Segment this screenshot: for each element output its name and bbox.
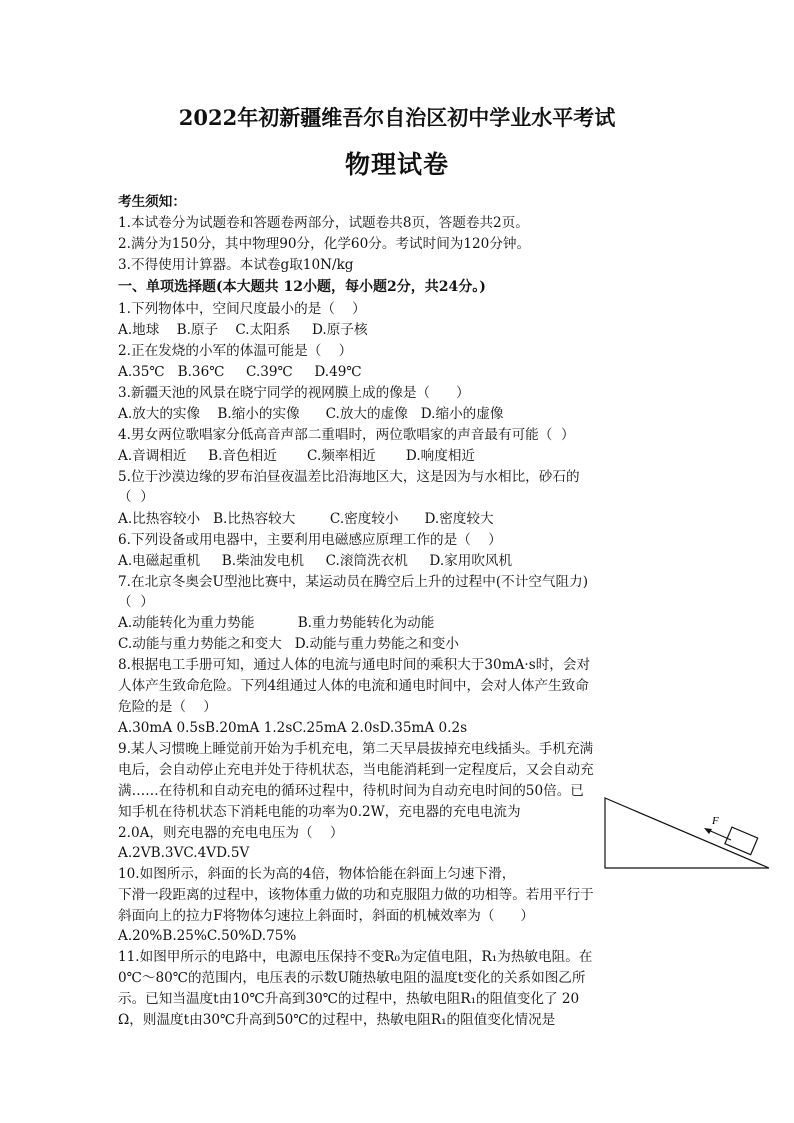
question-line: 人体产生致命危险。下列4组通过人体的电流和通电时间中，会对人体产生致命 bbox=[118, 678, 589, 694]
arrowhead-icon bbox=[704, 828, 712, 834]
incline-figure bbox=[603, 796, 773, 871]
question-line: 10.如图所示，斜面的长为高的4倍，物体恰能在斜面上匀速下滑， bbox=[118, 866, 516, 882]
question-line: 知手机在待机状态下消耗电能的功率为0.2W，充电器的充电电流为 bbox=[118, 804, 521, 820]
option-line: A.比热容较小 B.比热容较大 C.密度较小 D.密度较大 bbox=[118, 511, 494, 527]
option-line: A.20%B.25%C.50%D.75% bbox=[118, 928, 297, 944]
exam-subtitle: 物理试卷 bbox=[344, 150, 449, 179]
option-line: A.30mA 0.5sB.20mA 1.2sC.25mA 2.0sD.35mA 0.2s bbox=[118, 720, 468, 736]
option-line: A.地球 B.原子 C.太阳系 D.原子核 bbox=[118, 322, 368, 338]
block-on-incline bbox=[725, 827, 758, 855]
option-line: A.35℃ B.36℃ C.39℃ D.49℃ bbox=[118, 364, 362, 380]
question-line: 示。已知当温度t由10℃升高到30℃的过程中，热敏电阻R₁的阻值变化了 20 bbox=[118, 991, 580, 1007]
question-line: 11.如图甲所示的电路中，电源电压保持不变R₀为定值电阻，R₁为热敏电阻。在 bbox=[118, 949, 593, 965]
question-line: 2.正在发烧的小军的体温可能是（ ） bbox=[118, 343, 353, 359]
question-line: 2.0A，则充电器的充电电压为（ ） bbox=[118, 825, 344, 841]
question-line: 8.根据电工手册可知，通过人体的电流与通电时间的乘积大于30mA·s时，会对 bbox=[118, 657, 591, 673]
question-line: 0℃～80℃的范围内，电压表的示数U随热敏电阻的温度t变化的关系如图乙所 bbox=[118, 970, 586, 986]
question-line: 3.新疆天池的风景在晓宁同学的视网膜上成的像是（ ） bbox=[118, 385, 470, 401]
question-line: 1.下列物体中，空间尺度最小的是（ ） bbox=[118, 301, 366, 317]
notice-item: 1.本试卷分为试题卷和答题卷两部分，试题卷共8页，答题卷共2页。 bbox=[118, 215, 529, 231]
question-line: 7.在北京冬奥会U型池比赛中，某运动员在腾空后上升的过程中(不计空气阻力) bbox=[118, 574, 589, 590]
question-line: 4.男女两位歌唱家分低高音声部二重唱时，两位歌唱家的声音最有可能（ ） bbox=[118, 427, 575, 443]
exam-title: 2022年初新疆维吾尔自治区初中学业水平考试 bbox=[178, 105, 616, 130]
question-line: 斜面向上的拉力F将物体匀速拉上斜面时，斜面的机械效率为（ ） bbox=[118, 908, 534, 924]
question-line: （ ） bbox=[118, 489, 154, 505]
notice-item: 2.满分为150分，其中物理90分，化学60分。考试时间为120分钟。 bbox=[118, 236, 531, 252]
question-line: 电后，会自动停止充电并处于待机状态，当电能消耗到一定程度后，又会自动充 bbox=[118, 762, 594, 778]
question-line: 5.位于沙漠边缘的罗布泊昼夜温差比沿海地区大，这是因为与水相比，砂石的 bbox=[118, 469, 580, 485]
option-line: C.动能与重力势能之和变大 D.动能与重力势能之和变小 bbox=[118, 636, 459, 652]
option-line: A.放大的实像 B.缩小的实像 C.放大的虚像 D.缩小的虚像 bbox=[118, 406, 504, 422]
option-line: A.电磁起重机 B.柴油发电机 C.滚筒洗衣机 D.家用吹风机 bbox=[118, 553, 513, 569]
force-label: F bbox=[712, 815, 719, 827]
option-line: A.动能转化为重力势能 B.重力势能转化为动能 bbox=[118, 615, 435, 631]
option-line: A.音调相近 B.音色相近 C.频率相近 D.响度相近 bbox=[118, 448, 476, 464]
notice-heading: 考生须知： bbox=[118, 194, 186, 210]
question-line: 满……在待机和自动充电的循环过程中，待机时间为自动充电时间的50倍。已 bbox=[118, 783, 584, 799]
question-line: 9.某人习惯晚上睡觉前开始为手机充电，第二天早晨拔掉充电线插头。手机充满 bbox=[118, 741, 594, 757]
question-line: 6.下列设备或用电器中，主要利用电磁感应原理工作的是（ ） bbox=[118, 532, 502, 548]
question-line: 危险的是（ ） bbox=[118, 699, 217, 715]
question-line: 下滑一段距离的过程中，该物体重力做的功和克服阻力做的功相等。若用平行于 bbox=[118, 887, 594, 903]
question-line: （ ） bbox=[118, 594, 154, 610]
notice-item: 3.不得使用计算器。本试卷g取10N/kg bbox=[118, 257, 354, 273]
option-line: A.2VB.3VC.4VD.5V bbox=[118, 845, 250, 861]
question-line: Ω，则温度t由30℃升高到50℃的过程中，热敏电阻R₁的阻值变化情况是 bbox=[118, 1012, 556, 1028]
section-heading: 一、单项选择题(本大题共 12小题，每小题2分，共24分。) bbox=[118, 279, 486, 295]
